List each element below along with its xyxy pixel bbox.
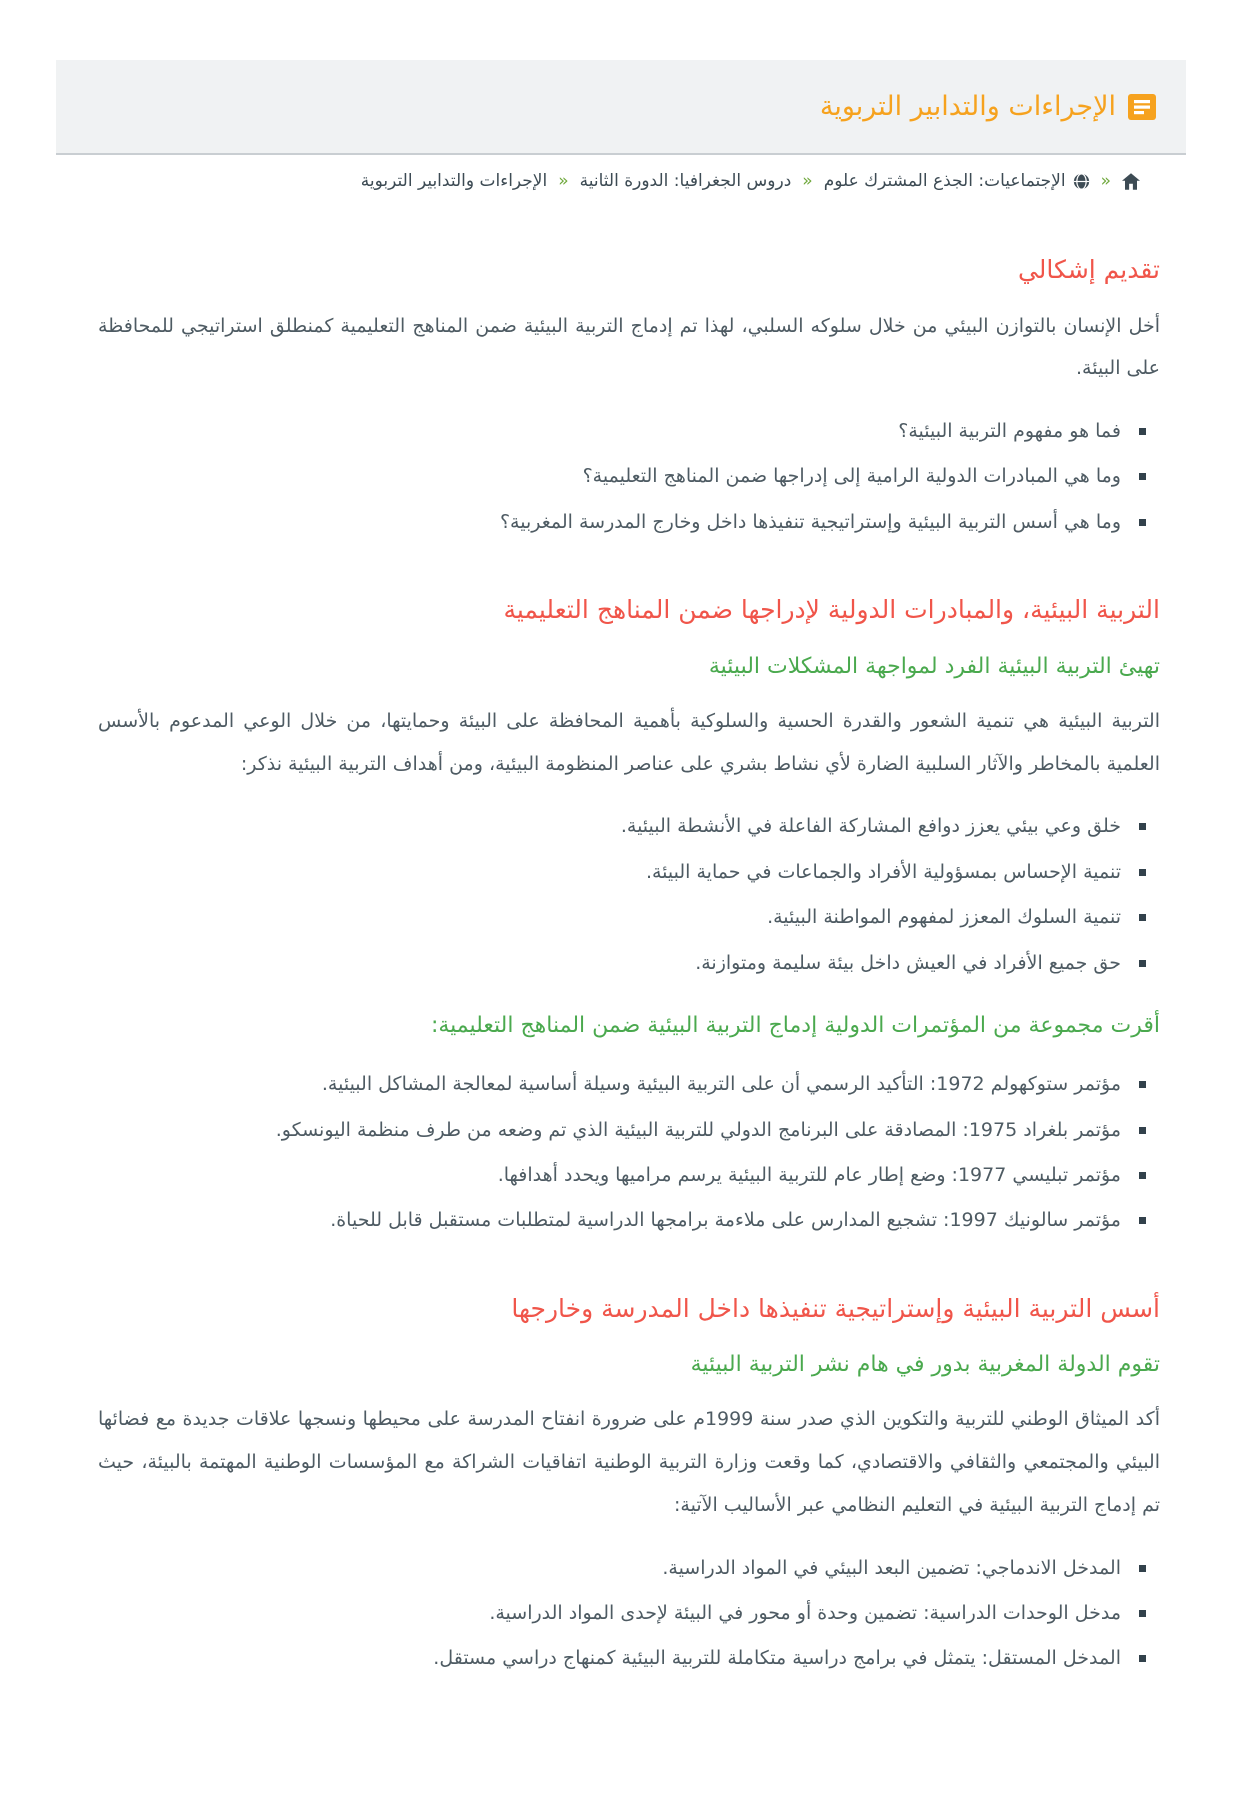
- intro-questions-list: [98, 416, 1160, 537]
- page-title: الإجراءات والتدابير التربوية: [819, 91, 1116, 122]
- breadcrumb-home-link[interactable]: [1122, 173, 1140, 190]
- page-header: [56, 60, 1186, 155]
- section1-sub1-paragraph: التربية البيئية هي تنمية الشعور والقدرة الحسية والسلوكية بأهمية المحافظة على البيئة وحمايتها، من خلال الوعي المدعوم بالأسس العلمية بالمخاطر والآثار السلبية الضارة لأي نشاط بشري على عناصر المنظومة البيئية، ومن أهداف التربية البيئية نذكر:: [98, 709, 1160, 775]
- breadcrumb-label: الإجتماعيات: الجذع المشترك علوم: [823, 171, 1066, 191]
- list-item: خلق وعي بيئي يعزز دوافع المشاركة الفاعلة في الأنشطة البيئية.: [98, 811, 1148, 841]
- international-conferences-list: [98, 1069, 1160, 1236]
- section2-heading: أسس التربية البيئية وإستراتيجية تنفيذها داخل المدرسة وخارجها: [511, 1293, 1160, 1323]
- list-item: مؤتمر سالونيك 1997: تشجيع المدارس على ملاءمة برامجها الدراسية لمتطلبات مستقبل قابل للحياة.: [98, 1205, 1148, 1235]
- section2-sub1-heading: تقوم الدولة المغربية بدور في هام نشر التربية البيئية: [690, 1352, 1160, 1378]
- breadcrumb-separator: «: [558, 170, 569, 191]
- list-item: مؤتمر ستوكهولم 1972: التأكيد الرسمي أن على التربية البيئية وسيلة أساسية لمعالجة المشاكل البيئية.: [98, 1069, 1148, 1099]
- breadcrumb-separator: «: [802, 170, 813, 191]
- breadcrumb-current-page: [361, 171, 547, 191]
- breadcrumb-label: دروس الجغرافيا: الدورة الثانية: [579, 171, 792, 191]
- globe-icon: [1073, 173, 1090, 190]
- intro-paragraph: أخل الإنسان بالتوازن البيئي من خلال سلوكه السلبي، لهذا تم إدماج التربية البيئية ضمن المناهج التعليمية كمنطلق استراتيجي للمحافظة على البيئة.: [98, 314, 1160, 380]
- list-item: المدخل المستقل: يتمثل في برامج دراسية متكاملة للتربية البيئية كمنهاج دراسي مستقل.: [98, 1643, 1148, 1673]
- list-item: وما هي المبادرات الدولية الرامية إلى إدراجها ضمن المناهج التعليمية؟: [98, 461, 1148, 491]
- list-item: مدخل الوحدات الدراسية: تضمين وحدة أو محور في البيئة لإحدى المواد الدراسية.: [98, 1598, 1148, 1628]
- lesson-content: [98, 251, 1160, 1674]
- intro-heading: تقديم إشكالي: [1017, 255, 1160, 284]
- list-item: وما هي أسس التربية البيئية وإستراتيجية تنفيذها داخل وخارج المدرسة المغربية؟: [98, 507, 1148, 537]
- breadcrumb: [100, 171, 1140, 191]
- environmental-education-goals-list: [98, 811, 1160, 978]
- list-item: مؤتمر بلغراد 1975: المصادقة على البرنامج الدولي للتربية البيئية الذي تم وضعه من طرف منظمة اليونسكو.: [98, 1115, 1148, 1145]
- article-list-icon: [1128, 93, 1156, 121]
- home-icon: [1122, 173, 1140, 190]
- list-item: المدخل الاندماجي: تضمين البعد البيئي في المواد الدراسية.: [98, 1553, 1148, 1583]
- list-item: حق جميع الأفراد في العيش داخل بيئة سليمة ومتوازنة.: [98, 948, 1148, 978]
- breadcrumb-label: الإجراءات والتدابير التربوية: [360, 171, 548, 191]
- breadcrumb-separator: «: [1100, 170, 1111, 191]
- section1-sub2-heading: أقرت مجموعة من المؤتمرات الدولية إدماج التربية البيئية ضمن المناهج التعليمية:: [430, 1012, 1160, 1038]
- section2-sub1-paragraph: أكد الميثاق الوطني للتربية والتكوين الذي صدر سنة 1999م على ضرورة انفتاح المدرسة على محيطها ونسجها علاقات جديدة مع فضائها البيئي والمجتمعي والثقافي والاقتصادي، كما وقعت وزارة التربية الوطنية اتفاقيات الشراكة مع المؤسسات الوطنية المهتمة بالبيئة، حيث تم إدماج التربية البيئية في التعليم النظامي عبر الأساليب الآتية:: [98, 1408, 1160, 1516]
- list-item: تنمية الإحساس بمسؤولية الأفراد والجماعات في حماية البيئة.: [98, 857, 1148, 887]
- integration-methods-list: [98, 1553, 1160, 1674]
- list-item: تنمية السلوك المعزز لمفهوم المواطنة البيئية.: [98, 902, 1148, 932]
- list-item: مؤتمر تبليسي 1977: وضع إطار عام للتربية البيئية يرسم مراميها ويحدد أهدافها.: [98, 1160, 1148, 1190]
- list-item: فما هو مفهوم التربية البيئية؟: [98, 416, 1148, 446]
- breadcrumb-link-socials[interactable]: [824, 171, 1090, 191]
- section1-sub1-heading: تهيئ التربية البيئية الفرد لمواجهة المشكلات البيئية: [708, 653, 1160, 679]
- breadcrumb-link-geography-lessons[interactable]: [580, 171, 792, 191]
- section1-heading: التربية البيئية، والمبادرات الدولية لإدراجها ضمن المناهج التعليمية: [503, 595, 1160, 625]
